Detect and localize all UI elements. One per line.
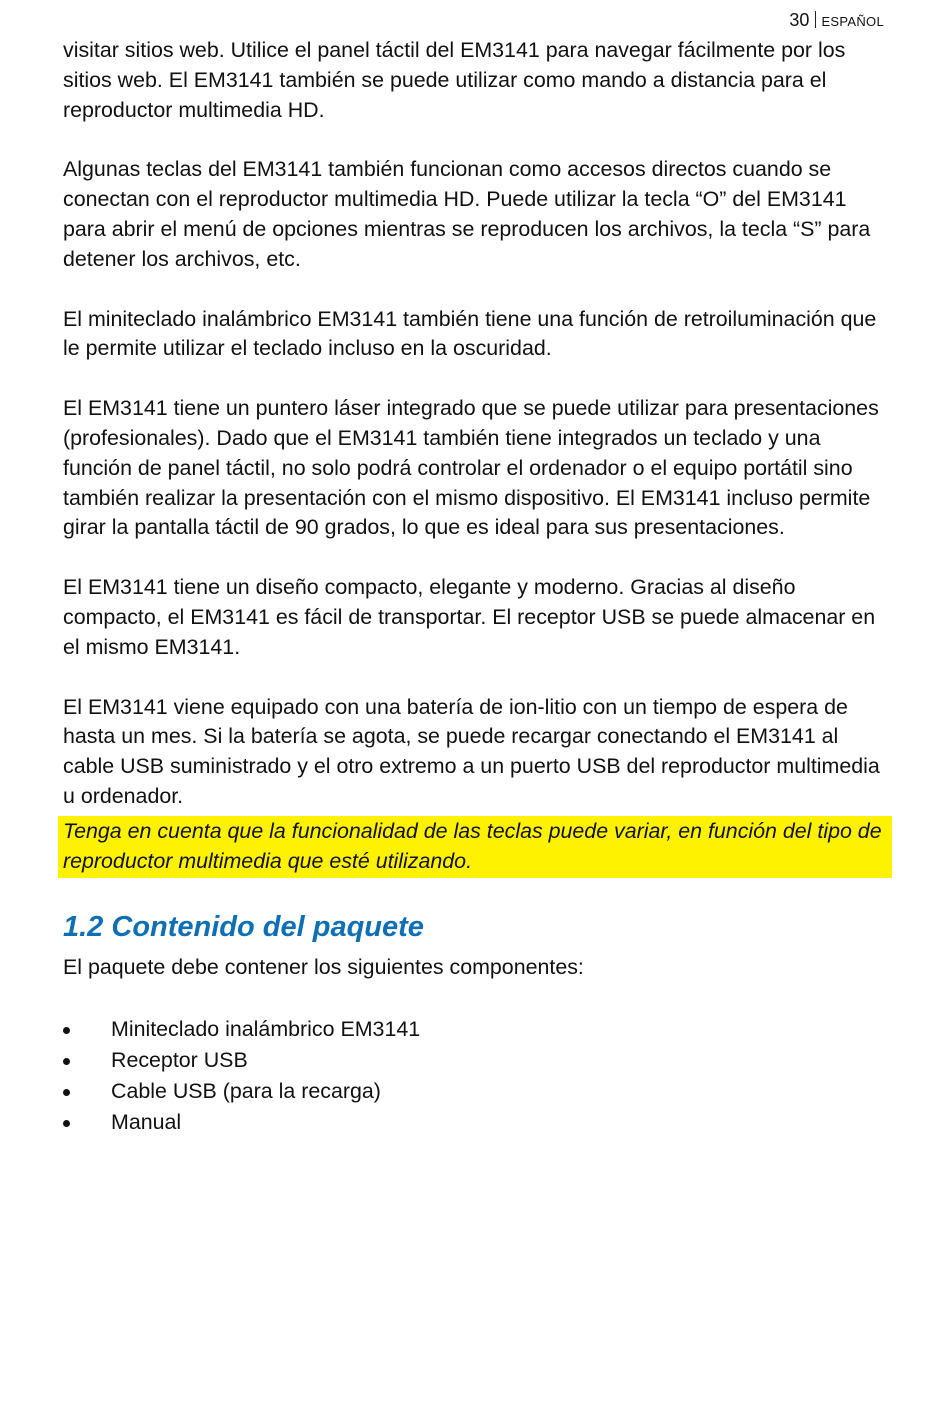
- note-text: Tenga en cuenta que la funcionalidad de las teclas puede variar, en función del tipo de reproductor multimedia que esté utilizando.: [63, 818, 882, 873]
- header-separator: [815, 11, 816, 28]
- paragraph-compact-design: El EM3141 tiene un diseño compacto, elegante y moderno. Gracias al diseño compacto, el EM3141 es fácil de transportar. El receptor USB se puede almacenar en el mismo EM3141.: [63, 575, 876, 659]
- package-contents-list: [63, 1014, 893, 1138]
- list-item: [63, 1014, 893, 1045]
- list-item-label: Cable USB (para la recarga): [111, 1079, 381, 1104]
- header-language: ESPAÑOL: [821, 14, 884, 29]
- bullet-icon: [63, 1089, 70, 1096]
- bullet-icon: [63, 1120, 70, 1127]
- bullet-icon: [63, 1027, 70, 1034]
- paragraph-web-browsing: visitar sitios web. Utilice el panel táctil del EM3141 para navegar fácilmente por los sitios web. El EM3141 también se puede utilizar como mando a distancia para el reproductor multimedia HD.: [63, 38, 846, 122]
- section-intro: El paquete debe contener los siguientes componentes:: [63, 955, 584, 980]
- paragraph-backlight: El miniteclado inalámbrico EM3141 también tiene una función de retroiluminación que le permite utilizar el teclado incluso en la oscuridad.: [63, 306, 877, 361]
- section-heading: 1.2 Contenido del paquete: [63, 911, 424, 944]
- list-item: [63, 1045, 893, 1076]
- bullet-icon: [63, 1058, 70, 1065]
- list-item-label: Manual: [111, 1110, 182, 1135]
- list-item: [63, 1076, 893, 1107]
- page-header: [789, 9, 884, 33]
- list-item-label: Miniteclado inalámbrico EM3141: [111, 1017, 421, 1042]
- document-body: [63, 36, 893, 1138]
- paragraph-shortcut-keys: Algunas teclas del EM3141 también funcionan como accesos directos cuando se conectan con el reproductor multimedia HD. Puede utilizar la tecla “O” del EM3141 para abrir el menú de opciones mientras se reproducen los archivos, la tecla “S” para detener los archivos, etc.: [63, 157, 871, 271]
- highlighted-note: [58, 816, 892, 879]
- list-item: [63, 1107, 893, 1138]
- paragraph-laser-pointer: El EM3141 tiene un puntero láser integrado que se puede utilizar para presentaciones (profesionales). Dado que el EM3141 también tiene integrados un teclado y una función de panel táctil, no solo podrá controlar el ordenador o el equipo portátil sino también realizar la presentación con el mismo dispositivo. El EM3141 incluso permite girar la pantalla táctil de 90 grados, lo que es ideal para sus presentaciones.: [63, 396, 879, 540]
- paragraph-battery: El EM3141 viene equipado con una batería de ion-litio con un tiempo de espera de hasta un mes. Si la batería se agota, se puede recargar conectando el EM3141 al cable USB suministrado y el otro extremo a un puerto USB del reproductor multimedia u ordenador.: [63, 694, 880, 808]
- list-item-label: Receptor USB: [111, 1048, 248, 1073]
- page-number: 30: [789, 10, 810, 30]
